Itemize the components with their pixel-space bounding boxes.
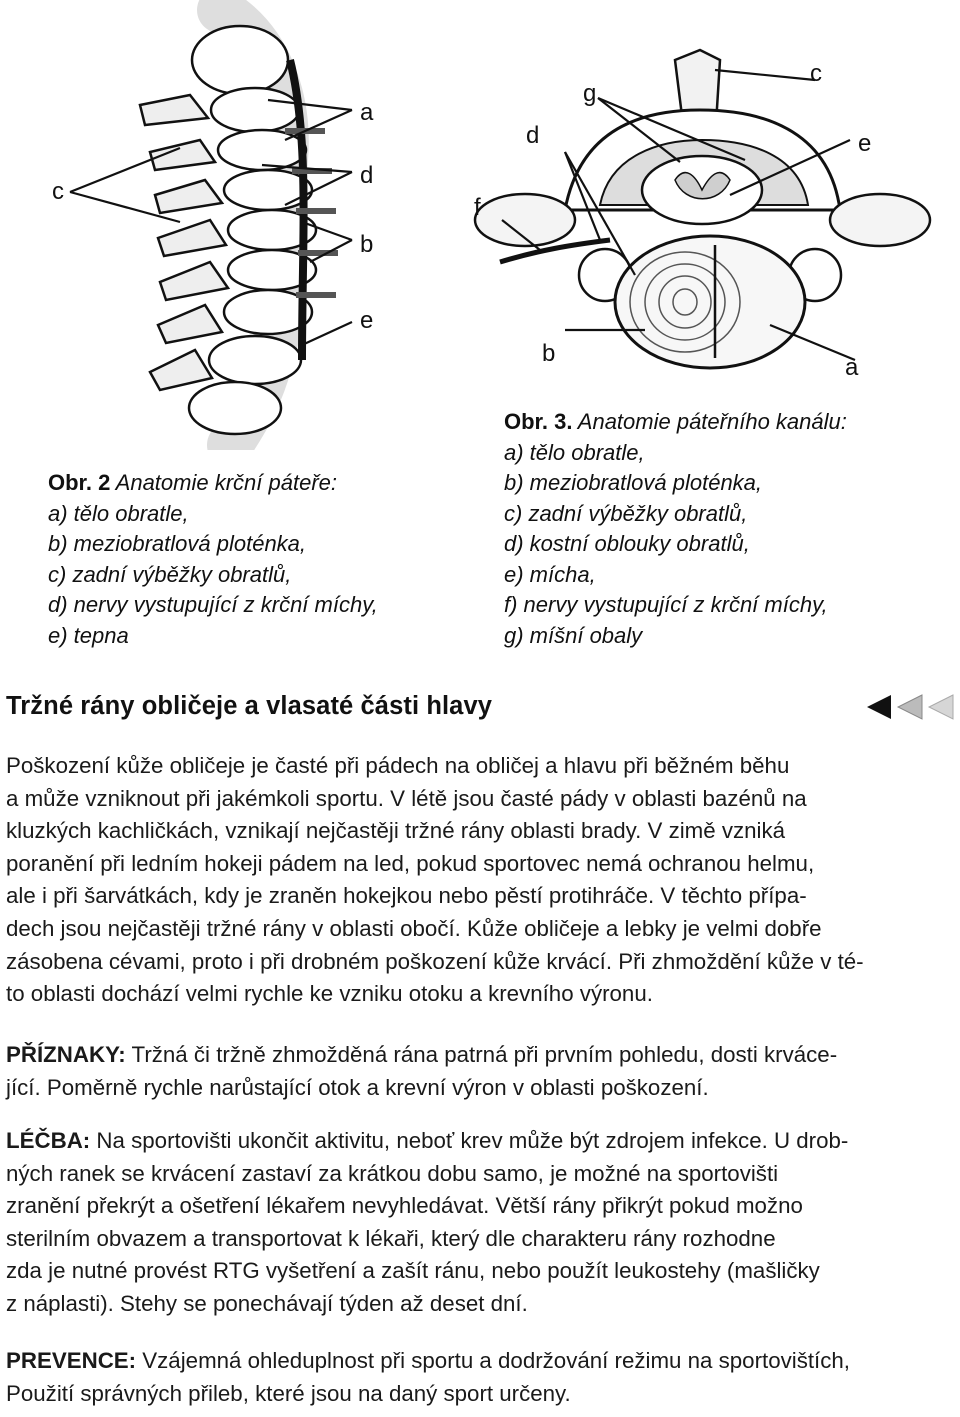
figure-3-label-b: b bbox=[542, 340, 556, 367]
text-line: z náplasti). Stehy se ponechávají týden až deset dní. bbox=[6, 1290, 528, 1316]
figure-3-number: Obr. 3. bbox=[504, 409, 573, 434]
figure-2-label-b: b bbox=[360, 231, 374, 258]
caption-line: b) meziobratlová ploténka, bbox=[504, 470, 763, 495]
caption-line: Anatomie páteřního kanálu: bbox=[577, 409, 847, 434]
caption-line: d) nervy vystupující z krční míchy, bbox=[48, 592, 378, 617]
caption-line: e) tepna bbox=[48, 622, 129, 648]
caption-line: f) nervy vystupující z krční míchy, bbox=[504, 592, 828, 617]
prevention-label: PREVENCE: bbox=[6, 1348, 137, 1373]
treatment-label: LÉČBA: bbox=[6, 1128, 91, 1153]
figure-2-cervical-spine bbox=[40, 0, 460, 450]
text-line: sterilním obvazem a transportovat k lékaři, který dle charakteru rány rozhodne bbox=[6, 1225, 776, 1251]
text-line: poranění při ledním hokeji pádem na led, pokud sportovec nemá ochranou helmu, bbox=[6, 850, 815, 876]
caption-line: c) zadní výběžky obratlů, bbox=[48, 561, 292, 587]
arrow-left-outline-icon[interactable] bbox=[927, 694, 955, 720]
section-nav-arrows bbox=[865, 694, 957, 722]
caption-line: g) míšní obaly bbox=[504, 622, 643, 648]
figure-2-caption bbox=[48, 468, 378, 651]
paragraph-prevention bbox=[6, 1345, 956, 1410]
arrow-left-filled-icon[interactable] bbox=[865, 694, 893, 720]
text-line: a může vzniknout při jakémkoli sportu. V létě jsou časté pády v oblasti bazénů na bbox=[6, 785, 807, 811]
caption-line: a) tělo obratle, bbox=[504, 439, 645, 465]
caption-line: b) meziobratlová ploténka, bbox=[48, 531, 307, 556]
caption-line: Anatomie krční páteře: bbox=[115, 470, 337, 495]
text-line: Na sportovišti ukončit aktivitu, neboť krev může být zdrojem infekce. U drob- bbox=[90, 1128, 849, 1153]
text-line: to oblasti dochází velmi rychle ke vzniku otoku a krevního výronu. bbox=[6, 981, 653, 1007]
figure-3-label-f: f bbox=[474, 194, 481, 221]
text-line: ale i při šarvátkách, kdy je zraněn hokejkou nebo pěstí protihráče. V těchto přípa- bbox=[6, 883, 807, 909]
section-title: Tržné rány obličeje a vlasaté části hlavy bbox=[6, 692, 493, 720]
text-line: Poškození kůže obličeje je časté při pádech na obličej a hlavu při běžném běhu bbox=[6, 753, 790, 778]
text-line: Tržná či tržně zhmožděná rána patrná při prvním pohledu, dosti krváce- bbox=[125, 1042, 838, 1067]
caption-line: a) tělo obratle, bbox=[48, 500, 189, 526]
figure-3-label-a: a bbox=[845, 354, 859, 381]
figure-2-label-a: a bbox=[360, 99, 374, 126]
paragraph-intro bbox=[6, 750, 956, 1011]
caption-line: d) kostní oblouky obratlů, bbox=[504, 531, 750, 556]
figure-2-label-d: d bbox=[360, 162, 374, 189]
figure-3-label-g: g bbox=[583, 80, 597, 107]
caption-line: c) zadní výběžky obratlů, bbox=[504, 500, 748, 526]
text-line: kluzkých kachličkách, vznikají nejčastěji tržné rány oblasti brady. V zimě vzniká bbox=[6, 818, 786, 844]
text-line: ných ranek se krvácení zastaví za krátkou dobu samo, je možné na sportovišti bbox=[6, 1160, 779, 1186]
text-line: zda je nutné provést RTG vyšetření a zašít ránu, nebo použít leukostehy (mašličky bbox=[6, 1258, 820, 1284]
text-line: Použití správných přileb, které jsou na daný sport určeny. bbox=[6, 1380, 571, 1406]
text-line: jící. Poměrně rychle narůstající otok a krevní výron v oblasti poškození. bbox=[6, 1074, 709, 1100]
text-line: dech jsou nejčastěji tržné rány v oblasti obočí. Kůže obličeje a lebky je velmi dobře bbox=[6, 915, 822, 941]
paragraph-symptoms bbox=[6, 1039, 956, 1104]
figure-3-label-e: e bbox=[858, 130, 872, 157]
figure-2-label-e: e bbox=[360, 307, 374, 334]
symptoms-label: PŘÍZNAKY: bbox=[6, 1042, 126, 1067]
figure-3-label-c: c bbox=[810, 60, 822, 87]
paragraph-treatment bbox=[6, 1125, 956, 1321]
figure-3-label-d: d bbox=[526, 122, 540, 149]
figure-2-label-c: c bbox=[52, 178, 64, 205]
caption-line: e) mícha, bbox=[504, 561, 596, 587]
text-line: zásobena cévami, proto i při drobném poškození kůže krvácí. Při zhmoždění kůže v té- bbox=[6, 948, 864, 974]
text-line: zranění překrýt a ošetření lékařem nevyhledávat. Větší rány přikrýt pokud možno bbox=[6, 1193, 803, 1219]
cervical-spine-illustration bbox=[40, 0, 460, 450]
figure-2-number: Obr. 2 bbox=[48, 470, 111, 495]
figure-3-caption bbox=[504, 407, 847, 651]
text-line: Vzájemná ohleduplnost při sportu a dodržování režimu na sportovištích, bbox=[136, 1348, 850, 1373]
arrow-left-outline-icon[interactable] bbox=[896, 694, 924, 720]
